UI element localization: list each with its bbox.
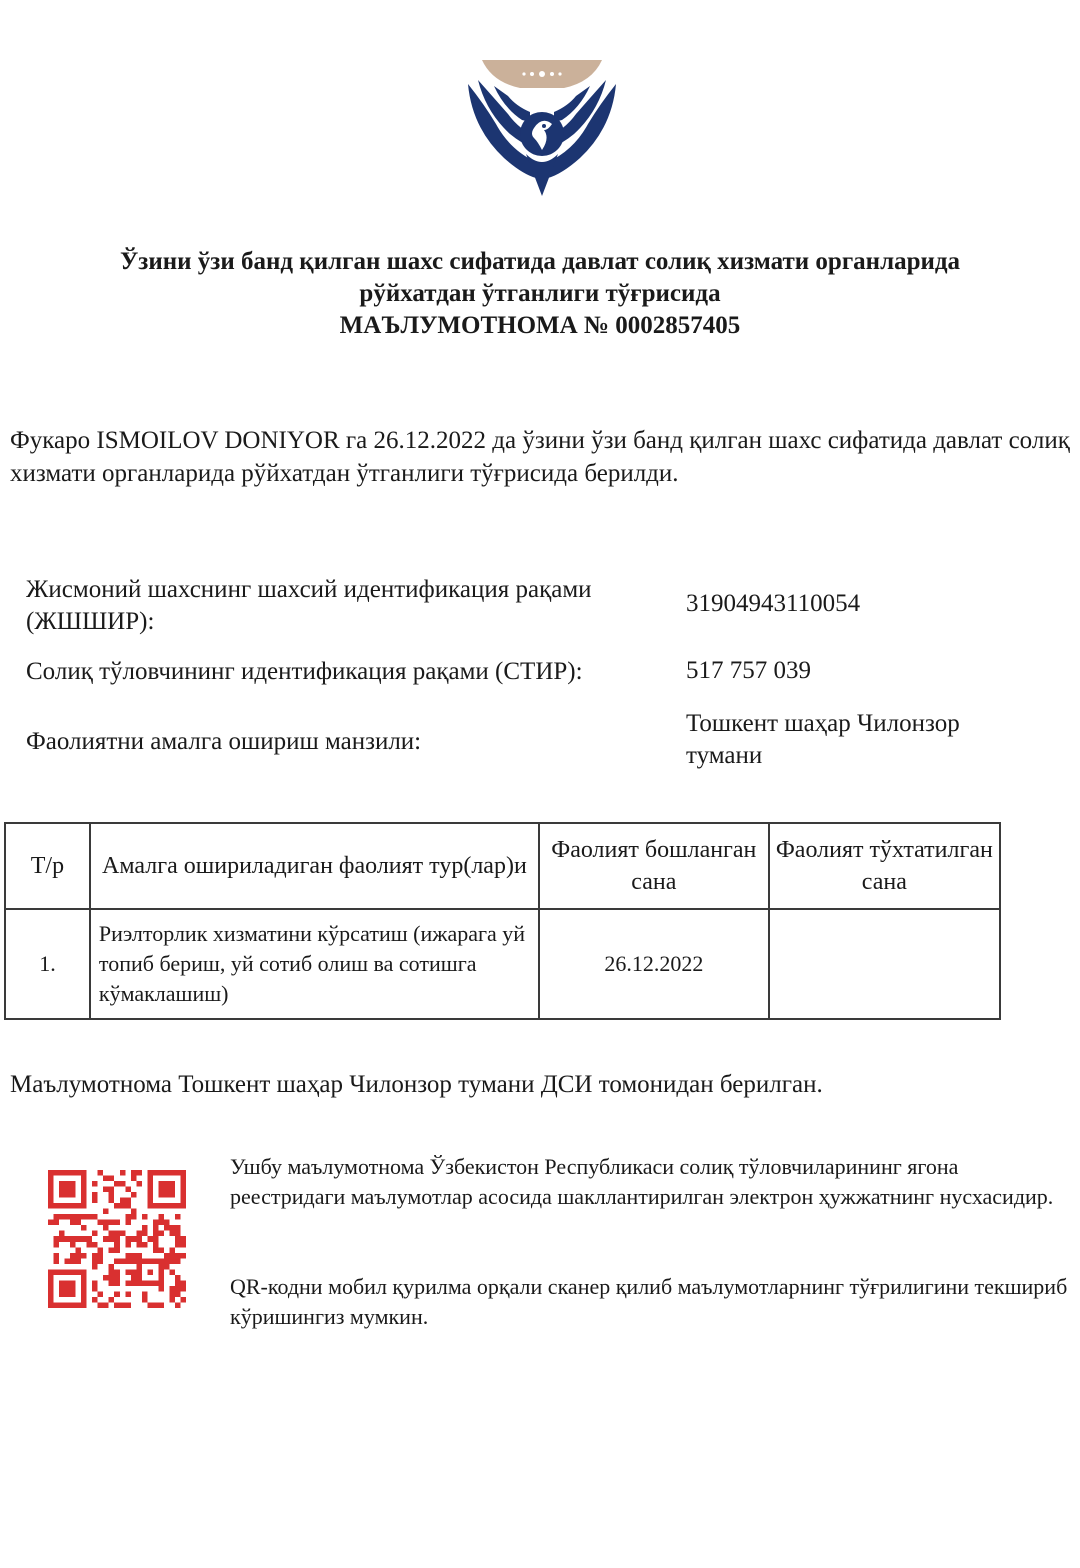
tin-value: 517 757 039: [686, 657, 811, 684]
activities-table: [4, 822, 1001, 1020]
header-stop-date: Фаолият тўхтатилган сана: [769, 823, 1000, 909]
pinfl-label: Жисмоний шахснинг шахсий идентификация рақами (ЖШШИР):: [26, 576, 592, 635]
row-start-date: 26.12.2022: [539, 909, 769, 1019]
header-activity: Амалга ошириладиган фаолият тур(лар)и: [90, 823, 539, 909]
address-value: Тошкент шаҳар Чилонзор тумани: [686, 710, 960, 769]
row-stop-date: [769, 909, 1000, 1019]
title-line-2: рўйхатдан ўтганлиги тўғрисида: [359, 280, 721, 307]
intro-paragraph: Фукаро ISMOILOV DONIYOR га 26.12.2022 да ўзини ўзи банд қилган шахс сифатида давлат солиқ хизмати органларида рўйхатдан ўтганлиги тўғрисида берилди.: [10, 427, 1070, 487]
title-line-1: Ўзини ўзи банд қилган шахс сифатида давлат солиқ хизмати органларида: [119, 248, 961, 275]
document-title: [40, 246, 1040, 342]
row-num: 1.: [5, 909, 90, 1019]
qr-code-icon[interactable]: [48, 1170, 186, 1308]
qr-scan-note: QR-кодни мобил қурилма орқали сканер қилиб маълумотларнинг тўғрилигини текшириб кўришингиз мумкин.: [230, 1274, 1068, 1329]
table-row: [5, 909, 1000, 1019]
row-activity: Риэлторлик хизматини кўрсатиш (ижарага уй топиб бериш, уй сотиб олиш ва сотишга кўмаклашиш): [90, 909, 539, 1019]
address-label: Фаолиятни амалга ошириш манзили:: [26, 728, 422, 755]
tin-label: Солиқ тўловчининг идентификация рақами (СТИР):: [26, 658, 583, 685]
title-line-3-certificate-number: МАЪЛУМОТНОМА № 0002857405: [339, 312, 741, 339]
header-start-date: Фаолият бошланган сана: [539, 823, 769, 909]
tax-service-emblem-icon: [464, 58, 620, 198]
electronic-copy-note: Ушбу маълумотнома Ўзбекистон Республикаси солиқ тўловчиларининг ягона реестридаги маълумотлар асосида шакллантирилган электрон ҳужжатнинг нусхасидир.: [230, 1154, 1054, 1209]
header-num: Т/р: [5, 823, 90, 909]
issued-by-statement: Маълумотнома Тошкент шаҳар Чилонзор тумани ДСИ томонидан берилган.: [10, 1071, 823, 1098]
pinfl-value: 31904943110054: [686, 590, 861, 617]
table-header-row: [5, 823, 1000, 909]
